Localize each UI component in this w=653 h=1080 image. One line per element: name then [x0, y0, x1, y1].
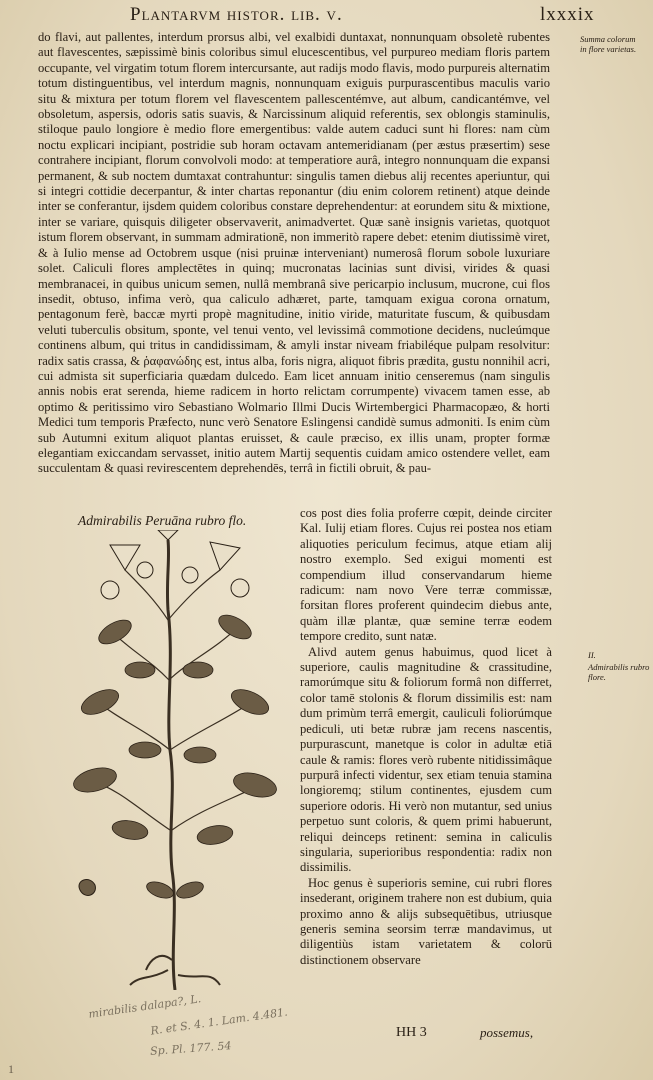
- margin-note-number: II.: [588, 650, 596, 660]
- signature-mark: HH 3: [396, 1025, 427, 1040]
- third-paragraph: Hoc genus è superioris semine, cui rubri flores insederant, originem trahere non est dubium, quia proximo anno & alijs subsequētibus, utriusque generis semina seorsim terræ mandavimus, ut diligentiùs istam varietatem & colorū distinctionem observare: [300, 875, 552, 967]
- running-title: Plantarvm histor. lib. v.: [130, 4, 343, 25]
- main-text-upper: [38, 30, 550, 477]
- main-paragraph: do flavi, aut pallentes, interdum prorsus albi, vel exalbidi duntaxat, nonnunquam obsoletè rubentes aut flavescentes, sæpissimè binis coloribus simul elucescentibus, vel purpureo mediam floris partem occupante, vel virgatim totum florem intercursante, aut radijs modo flavis, modo purpureis alternatim totum distinguentibus, vel interdum magnis, nonnunquam exiguis purpurascentibus maculis vario situ & mixtura per totum florem vel flavescentem pallescentémve, aut album, candicantémve, vel obsoletum, aspersis, odoris satis suavis, & Narcissinum aliquid referentis, sex oblongis staminulis, stiloque paulo longiore è medio flore emergentibus: valde autem caduci sunt hi flores: nam cùm noctu explicari incipiant, postridie sub horam octavam antemeridianam (per æstus præsertim) sese contrahere incipiant, florum convolvoli modo: at temperatiore aurâ, integro nonnunquam die expansi permanent, & sub noctem dumtaxat contrahuntur: singulis tamen diebus alij recentes aperiuntur, qui si integri cottidie decerpantur, & inter chartas reponantur (diu enim colorem retinent) atque deinde inter se conferantur, ijsdem quidem coloribus constare deprehendentur: at eorundem situ & mixtione, inter se variare, quisquis diligeter observaverit, animadvertet. Quæ sanè insignis varietas, quotquot istum florem observant, in summam admirationē, non immeritò rapere debet: etenim diutissimè viret, & à Iulio mense ad Octobrem usque (nisi pruinæ interveniant) numerosâ florum sobole luxuriare solet. Caliculi flores amplectētes in quinq; mucronatas lacinias sunt divisi, virides & quasi membranacei, in quibus unicum semen, nullâ membranâ sive pericarpio inclusum, mucrone, cui flos insedit, obtuso, infima verò, qua caliculo adhæret, parte, tamquam exigua corona ornatum, pentagonum ferè, baccæ myrti propè magnitudine, initio viride, maturitate fuscum, & quibusdam veluti tuberculis obsitum, sponte, vel tenui vento, vel levissimâ commotione decidens, nucleúmque continens album, qui tritus in candidissimam, & amyli instar niveam friabiléque pulpam resolvitur: radix satis crassa, & ῥαφανώδης est, intus alba, foris nigra, aliquot fibris prædita, gustu nonnihil acri, cui admista sit superficiaria quædam dulcedo. Eam licet annuam initio censeremus (nam singulis annis nobis erat serenda, hieme radicem in horto relictam corrumpente) vivacem tamen esse, ab optimo & peritissimo viro Sebastiano Wolmario Illmi Ducis Wirtembergici Pharmacopæo, & horti Medici tum temporis Præfecto, nunc verò Senatore Eslingensi candidè sumus admoniti. Is enim cùm sub Autumni exitum aliquot plantas eruisset, & caule præciso, ex illis unam, propter formæ elegantiam exiccandam servasset, initio autem Martij sequentis cuidam amico ostendere vellet, eam succulentam & quasi revirescentem deprehendēs, terrâ in fictili obruit, & pau-: [38, 30, 550, 476]
- handwritten-note-1: mirabilis dalapa?, L.: [87, 992, 202, 1021]
- second-paragraph: Alivd autem genus habuimus, quod licet à superiore, caulis magnitudine & crassitudine, ramorúmque situ & foliorum formâ non differret, color tamē stolonis & florum dissimilis est: nam dum primùm terrâ emergit, cauliculi foliorúmque pediculi, uti betæ rubræ jam recens nascentis, purpurascunt, manetque is color in adultæ etiā caule & ramis: flores verò rubente nitidissimâque purpurâ infecti videntur, sex etiam tenuia stamina longioremq; stilum continentes, ejusdem cum superiore odoris. Hi verò non mutantur, sed unius perpetuo sunt coloris, & quem primi habuerunt, reliqui deinceps retinent: semina in caliculis singularia, superioribus respondentia: radix non dissimilis.: [300, 644, 552, 875]
- handwritten-note-2: R. et S. 4. 1. Lam. 4.481.: [149, 1005, 289, 1038]
- figure-caption: Admirabilis Peruāna rubro flo.: [78, 513, 247, 528]
- right-column-text: [300, 506, 552, 968]
- plant-woodcut-illustration: [50, 530, 300, 990]
- margin-note-colors: Summa colorum in flore varietas.: [580, 34, 637, 54]
- handwritten-note-3: Sp. Pl. 177. 54: [149, 1039, 232, 1058]
- main-paragraph-continued: cos post dies folia proferre cœpit, deinde circiter Kal. Iulij etiam flores. Cujus rei postea nos etiam aliquoties periculum fecimus, atque etiam alij nostro exemplo. Sed exigui momenti est compendium illud conservandarum hieme radicum: nam novo Vere terræ commissæ, forsitan flores proferent quindecim diebus ante, quàm illæ plantæ, quæ semine terræ eodem tempore credito, sunt natæ.: [300, 506, 552, 644]
- folio-number: lxxxix: [540, 4, 595, 25]
- catchword: possemus,: [480, 1025, 534, 1040]
- pencil-mark: 1: [8, 1062, 14, 1076]
- margin-note-red-flower: Admirabilis rubro flore.: [588, 662, 650, 682]
